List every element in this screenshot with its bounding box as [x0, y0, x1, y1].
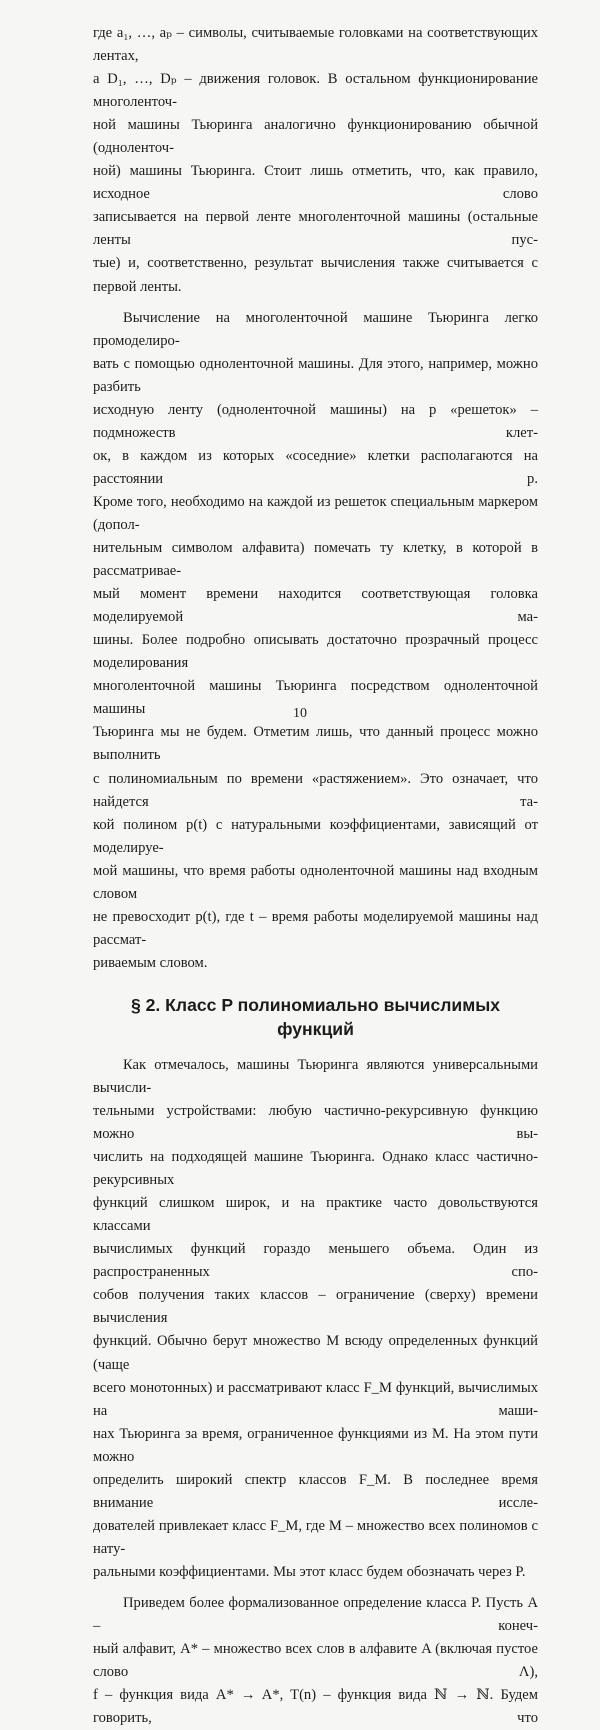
text-line: риваемым словом. — [93, 954, 208, 971]
text-line: Вычисление на многоленточной машине Тьюринга легко промоделиро- — [93, 309, 538, 349]
text-line: записывается на первой ленте многоленточной машины (остальные ленты пус- — [93, 209, 538, 249]
text-line: Тьюринга мы не будем. Отметим лишь, что данный процесс можно выполнить — [93, 724, 538, 764]
text-line: где a₁, …, aₚ – символы, считываемые головками на соответствующих лентах, — [93, 25, 538, 65]
text-line: функций слишком широк, и на практике часто довольствуются классами — [93, 1195, 538, 1235]
text-line: а D₁, …, Dₚ – движения головок. В остальном функционирование многоленточ- — [93, 71, 538, 111]
text-line: f – функция вида A* → A*, T(n) – функция вида ℕ → ℕ. Будем говорить, что — [93, 1687, 538, 1727]
text-line: исходную ленту (одноленточной машины) на p «решеток» – подмножеств клет- — [93, 401, 538, 441]
text-line: многоленточной машины Тьюринга посредством одноленточной машины — [93, 678, 538, 718]
text-line: нах Тьюринга за время, ограниченное функциями из M. На этом пути можно — [93, 1425, 538, 1465]
text-line: ный алфавит, A* – множество всех слов в алфавите A (включая пустое слово Λ), — [93, 1641, 538, 1681]
text-line: функций. Обычно берут множество M всюду определенных функций (чаще — [93, 1333, 538, 1373]
paragraph-simulation — [93, 307, 538, 975]
text-line: тельными устройствами: любую частично-рекурсивную функцию можно вы- — [93, 1103, 538, 1143]
text-line: тые) и, соответственно, результат вычисления также считывается с первой ленты. — [93, 255, 538, 295]
text-line: дователей привлекает класс F_M, где M – множество всех полиномов с нату- — [93, 1517, 538, 1557]
text-line: шины. Более подробно описывать достаточно прозрачный процесс моделирования — [93, 632, 538, 672]
text-line: ральными коэффициентами. Мы этот класс будем обозначать через P. — [93, 1563, 526, 1580]
text-line: с полиномиальным по времени «растяжением». Это означает, что найдется та- — [93, 770, 538, 810]
text-line: определить широкий спектр классов F_M. В последнее время внимание иссле- — [93, 1471, 538, 1511]
text-line: не превосходит p(t), где t – время работы моделируемой машины над рассмат- — [93, 908, 538, 948]
text-line: ной машины Тьюринга аналогично функционированию обычной (одноленточ- — [93, 117, 538, 157]
text-line: всего монотонных) и рассматривают класс F_M функций, вычислимых на маши- — [93, 1379, 538, 1419]
paragraph-formal-definition — [93, 1592, 538, 1730]
text-line: собов получения таких классов – ограничение (сверху) времени вычисления — [93, 1287, 538, 1327]
text-line: ок, в каждом из которых «соседние» клетки располагаются на расстоянии p. — [93, 447, 538, 487]
text-line: Кроме того, необходимо на каждой из решеток специальным маркером (допол- — [93, 493, 538, 533]
text-line: кой полином p(t) с натуральными коэффициентами, зависящий от моделируе- — [93, 816, 538, 856]
page-body — [93, 22, 538, 1730]
text-line: числить на подходящей машине Тьюринга. Однако класс частично-рекурсивных — [93, 1149, 538, 1189]
text-line: мый момент времени находится соответствующая головка моделируемой ма- — [93, 586, 538, 626]
text-line: мой машины, что время работы одноленточной машины над входным словом — [93, 862, 538, 902]
paragraph-class-p-intro — [93, 1054, 538, 1584]
text-line: нительным символом алфавита) помечать ту клетку, в которой в рассматривае- — [93, 540, 538, 580]
text-line: Приведем более формализованное определение класса P. Пусть A – конеч- — [93, 1595, 538, 1635]
paragraph-turing-multitape-definition — [93, 22, 538, 299]
section-heading: § 2. Класс P полиномиально вычислимых функций — [130, 994, 501, 1039]
text-line: Как отмечалось, машины Тьюринга являются универсальными вычисли- — [93, 1056, 538, 1096]
text-line: вать с помощью одноленточной машины. Для этого, например, можно разбить — [93, 355, 538, 395]
text-line: ной) машины Тьюринга. Стоит лишь отметить, что, как правило, исходное слово — [93, 163, 538, 203]
page-number: 10 — [293, 706, 307, 721]
text-line: вычислимых функций гораздо меньшего объема. Один из распространенных спо- — [93, 1241, 538, 1281]
